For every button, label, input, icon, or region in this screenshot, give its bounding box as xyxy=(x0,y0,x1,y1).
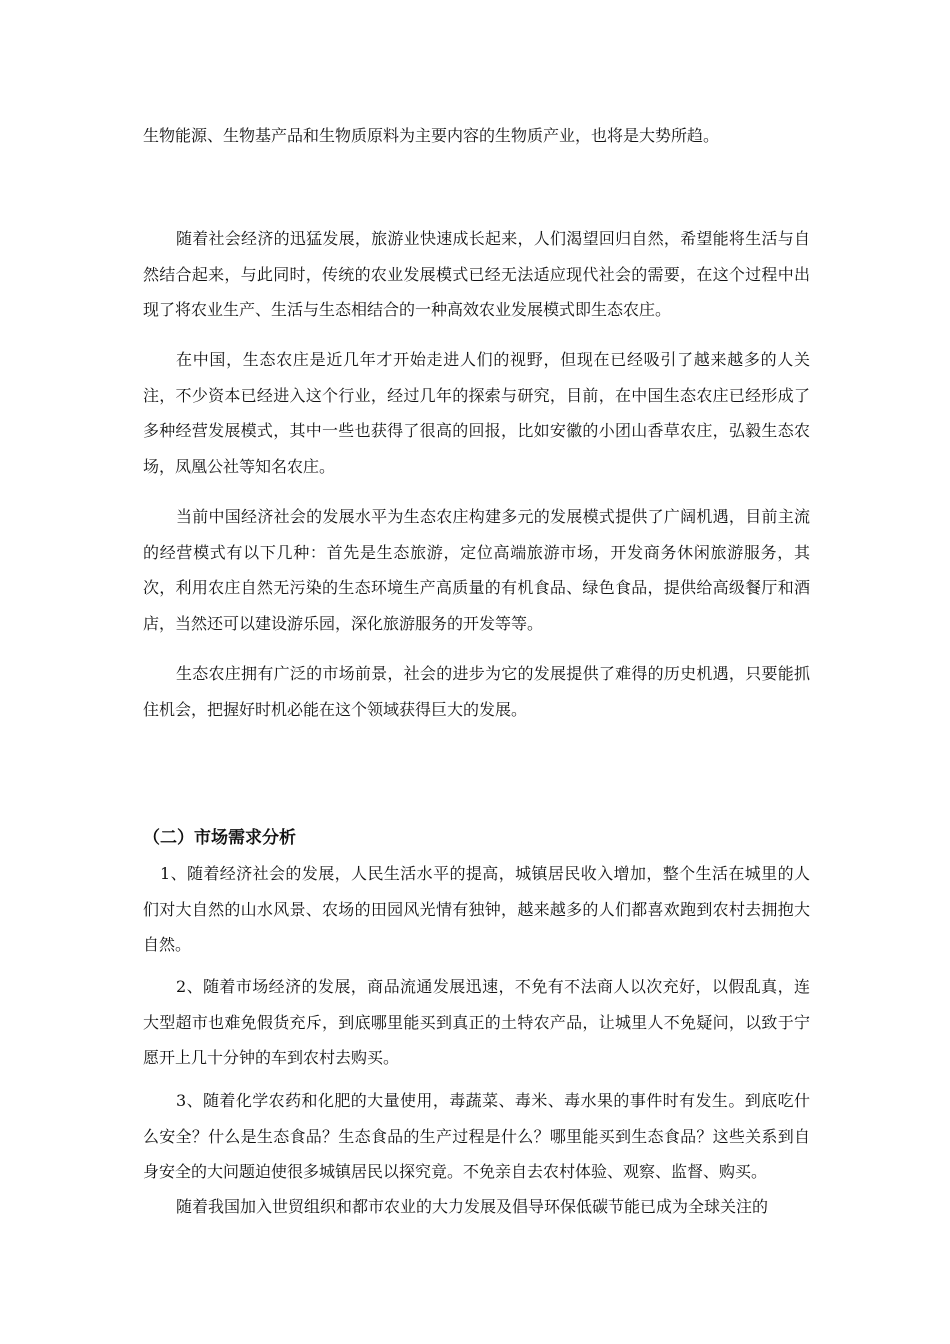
paragraph-bioenergy: 生物能源、生物基产品和生物质原料为主要内容的生物质产业，也将是大势所趋。 xyxy=(143,126,720,145)
paragraph-china-eco-farm: 在中国，生态农庄是近几年才开始走进人们的视野，但现在已经吸引了越来越多的人关注，不少资本已经进入这个行业，经过几年的探索与研究，目前，在中国生态农庄已经形成了多种经营发展模式，其中一些也获得了很高的回报，比如安徽的小团山香草农庄，弘毅生态农场，凤凰公社等知名农庄。 xyxy=(143,350,810,476)
paragraph-wto-urban-agriculture: 随着我国加入世贸组织和都市农业的大力发展及倡导环保低碳节能已成为全球关注的 xyxy=(176,1197,769,1216)
demand-item-1: 1、随着经济社会的发展，人民生活水平的提高，城镇居民收入增加，整个生活在城里的人们对大自然的山水风景、农场的田园风光情有独钟，越来越多的人们都喜欢跑到农村去拥抱大自然。 xyxy=(143,864,810,954)
paragraph-business-models: 当前中国经济社会的发展水平为生态农庄构建多元的发展模式提供了广阔机遇，目前主流的经营模式有以下几种：首先是生态旅游，定位高端旅游市场，开发商务休闲旅游服务，其次，利用农庄自然无污染的生态环境生产高质量的有机食品、绿色食品，提供给高级餐厅和酒店，当然还可以建设游乐园，深化旅游服务的开发等等。 xyxy=(143,507,810,633)
demand-item-3: 3、随着化学农药和化肥的大量使用，毒蔬菜、毒米、毒水果的事件时有发生。到底吃什么安全？什么是生态食品？生态食品的生产过程是什么？哪里能买到生态食品？这些关系到自身安全的大问题迫使很多城镇居民以探究竟。不免亲自去农村体验、观察、监督、购买。 xyxy=(143,1091,810,1181)
paragraph-tourism-development: 随着社会经济的迅猛发展，旅游业快速成长起来，人们渴望回归自然，希望能将生活与自然结合起来，与此同时，传统的农业发展模式已经无法适应现代社会的需要，在这个过程中出现了将农业生产、生活与生态相结合的一种高效农业发展模式即生态农庄。 xyxy=(143,229,810,319)
section-heading-market-demand: （二）市场需求分析 xyxy=(143,828,296,848)
paragraph-market-prospect: 生态农庄拥有广泛的市场前景，社会的进步为它的发展提供了难得的历史机遇，只要能抓住机会，把握好时机必能在这个领域获得巨大的发展。 xyxy=(143,664,810,719)
demand-item-2: 2、随着市场经济的发展，商品流通发展迅速，不免有不法商人以次充好，以假乱真，连大型超市也难免假货充斥，到底哪里能买到真正的土特农产品，让城里人不免疑问，以致于宁愿开上几十分钟的车到农村去购买。 xyxy=(143,977,810,1067)
